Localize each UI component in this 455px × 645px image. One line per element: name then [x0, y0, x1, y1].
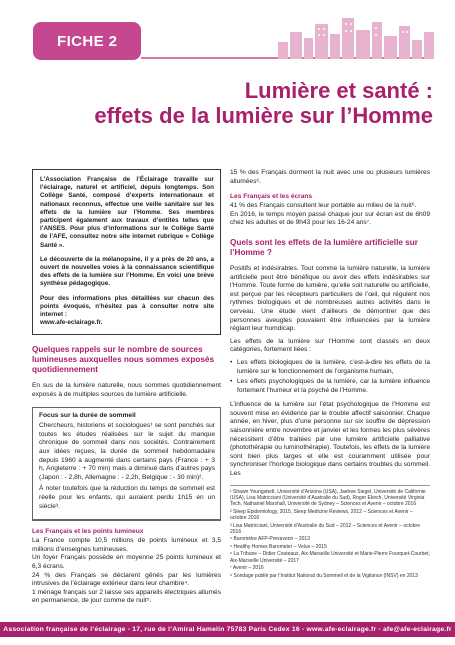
lamps-stats — [32, 537, 221, 606]
page-title — [13, 78, 433, 128]
effects-list — [230, 359, 430, 395]
sleep-focus-box — [32, 407, 221, 522]
fiche-label: FICHE 2 — [57, 32, 118, 50]
footnotes — [230, 485, 430, 579]
footnote: ⁸ Sondage publié par l’Institut National du Sommeil et de la Vigilance (INSV) en 2013 — [230, 572, 418, 579]
stat-paragraph: 41 % des Français consultent leur portable au milieu de la nuit⁶. — [230, 202, 417, 210]
box-paragraph: À noter toutefois que la réduction du temps de sommeil est réelle pour les enfants, qui auraient perdu 1h15 en un siècle³. — [39, 485, 215, 510]
stat-paragraph: La France compte 10,5 millions de points lumineux et 3,5 millions d’enseignes lumineuses. — [32, 537, 221, 553]
left-column — [32, 169, 221, 606]
footnote: ⁴ Baromètre AFP-Prevavenir – 2013 — [230, 536, 310, 543]
body-paragraph: Positifs et indésirables. Tout comme la lumière naturelle, la lumière artificielle peut être bénéfique ou avoir des effets indésirables sur l’Homme. Toute forme de lumière, qu’elle soit naturelle ou artificielle, est perçue par les récepteurs particuliers de l’œil, qui régulent nos rythmes biologiques et de nombreuses autres activités dans le cerveau. Une étude vient d’ailleurs de démontrer que des personnes aveugles pouvaient être influencées par la lumière réglant leur humdicap. — [230, 264, 430, 333]
body-paragraph: 15 % des Français dorment la nuit avec une ou plusieurs lumières allumées⁶. — [230, 169, 430, 185]
right-column — [230, 169, 430, 580]
subsection-heading: Les Français et les écrans — [230, 193, 313, 201]
body-paragraph: Les effets de la lumière sur l’Homme sont classés en deux catégories, fortement liées : — [230, 337, 430, 354]
footnote: ⁵ Healthy Homes Barometer – Velux – 2015 — [230, 543, 327, 550]
stat-paragraph: 24 % des Français se déclarent gênés par les lumières intrusives de l’éclairage extérieur dans leur chambre⁴. — [32, 571, 221, 588]
footnote: ⁶ La Tribune – Didier Couteaux, Aix-Marseille Université et Marie-Pierre Fourquet-Courbet, Aix-Marseille Université – 2017 — [230, 551, 430, 564]
stat-paragraph: 1 ménage français sur 2 laisse ses appareils électriques allumés en permanence, de jour comme de nuit⁵. — [32, 588, 221, 605]
body-paragraph: L’influence de la lumière sur l’état psychologique de l’Homme est souvent mise en évidence par le trouble affectif saisonnier. Chaque année, en hiver, plus d’une personne sur six souffre de dépression saisonnière entre novembre et janvier et les formes les plus sévères nécessitent d’être traitées par une lumière artificielle palliative (photothérapie ou luminothérapie). Toutefois, les effets de la lumière sont bien plus larges et elle est couramment utilisée pour synchroniser l’horloge biologique dans certains troubles du sommeil. Les — [230, 401, 430, 478]
footnote: ² Sleep Epidemiology, 2015, Sleep Medicine Reviews, 2012 – Sciences et Avenir – octobre 2016 — [230, 508, 413, 522]
footnote: ³ Lisa Matricciani, Université d’Australie du Sud – 2012 – Sciences et Avenir – octobre 2016 — [230, 522, 421, 536]
section-heading: Quelques rappels sur le nombre de sources lumineuses auxquelles nous sommes exposés quotidiennement — [32, 345, 215, 375]
body-paragraph: En sus de la lumière naturelle, nous sommes quotidiennement exposés à de multiples sources de lumière artificielle. — [32, 382, 221, 399]
fiche-tab — [33, 22, 141, 60]
footer-text: Association française de l’éclairage - 17, rue de l’Amiral Hamelin 75783 Paris Cedex 16 - www.afe-eclairage.fr - afe@afe-eclairage.fr — [3, 626, 452, 633]
list-item: • Les effets biologiques de la lumière, c’est-à-dire les effets de la lumière sur le fonctionnement de l’organisme humain, — [230, 359, 430, 376]
section-heading: Quels sont les effets de la lumière artificielle sur l’Homme ? — [230, 237, 418, 257]
screens-stats — [230, 202, 430, 228]
box-paragraph: Chercheurs, historiens et sociologues¹ se sont penchés sur toutes les études réalisées sur le sujet du manque chronique de sommeil dans nos sociétés. Contrairement aux idées reçues, la durée de sommeil hebdomadaire depuis 1960 a augmenté dans certains pays (France : + 3 h, Angleterre : + 70 min) mais a diminué dans d’autres pays (Japon : - 2,8h, Allemagne : - 2,2h, Belgique : - 30 min)². — [39, 422, 215, 481]
title-line-1: Lumière et santé : — [244, 78, 433, 103]
subsection-heading: Les Français et les points lumineux — [32, 528, 144, 536]
footer-bar — [0, 622, 455, 637]
intro-paragraph: L’Association Française de l’Éclairage travaille sur l’éclairage, naturel et artificiel, depuis longtemps. Son Collège Santé, composé d’experts internationaux et nationaux reconnus, effectue une veille sanitaire sur les effets de la lumière sur l’Homme. Ses membres participent également aux travaux d’entités telles que l’ANSES. Pour plus d’informations sur le Collège Santé de l’AFE, consultez notre site internet rubrique « Collège Santé ». — [40, 176, 214, 249]
intro-box — [32, 169, 221, 335]
intro-text: Pour des informations plus détaillées sur chacun des points évoqués, n’hésitez pas à consulter notre site internet : — [40, 294, 214, 319]
footnote: ¹ Shawn Youngstedt, Université d’Arizona (USA), Jaehee Siegel, Université de Californie (USA), Lisa Matricciani (Université d’Australie du Sud), Roger Ekirch, Université Virginia Tech, Nathaniel Marshall, Université de Sydney – Sciences et Avenir – octobre 2016 — [230, 488, 426, 508]
title-line-2: effets de la lumière sur l’Homme — [94, 103, 433, 128]
stat-paragraph: Un foyer Français possède en moyenne 25 points lumineux et 6,3 écrans. — [32, 554, 221, 570]
stat-paragraph: En 2016, le temps moyen passé chaque jour sur écran est de 6h09 chez les adultes et de 9h43 pour les 16-24 ans⁷. — [230, 210, 430, 227]
footnote: ⁷ Avenir – 2016 — [230, 565, 264, 572]
website-link[interactable]: www.afe-eclairage.fr. — [40, 319, 103, 327]
intro-paragraph — [40, 295, 214, 328]
city-skyline-icon — [278, 14, 434, 59]
box-title: Focus sur la durée de sommeil — [39, 411, 136, 419]
intro-paragraph: Le découverte de la mélanopsine, il y a près de 20 ans, a ouvert de nouvelles voies à la connaissance scientifique des effets de la lumière sur l’Homme. En voici une brève synthèse pédagogique. — [40, 255, 214, 288]
list-item: • Les effets psychologiques de la lumière, car la lumière influence fortement l’humeur et la psyché de l’Homme. — [230, 378, 430, 395]
